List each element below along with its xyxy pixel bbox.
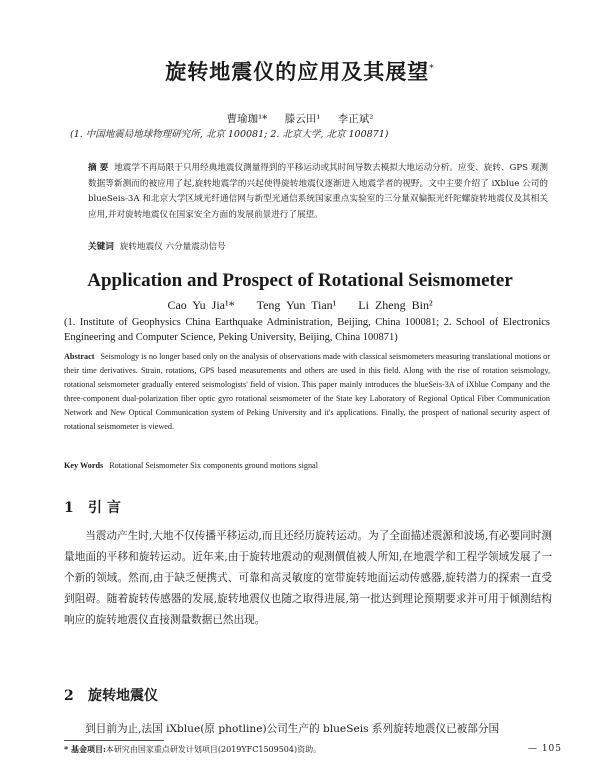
english-author-2: Teng Yun Tian¹ — [256, 298, 337, 312]
chinese-authors: 曹瑜珈¹* 滕云田¹ 李正斌² — [226, 113, 374, 125]
english-abstract-label: Abstract — [64, 352, 95, 361]
chinese-abstract-label: 摘 要 — [88, 163, 109, 173]
section-2-paragraph: 到目前为止,法国 iXblue(原 photline)公司生产的 blueSeis 系列旋转地震仪已被部分国 — [85, 723, 500, 735]
english-abstract — [64, 350, 550, 434]
footnote-rule — [64, 740, 164, 741]
english-author-1: Cao Yu Jia¹* — [167, 298, 235, 312]
chinese-abstract — [88, 161, 548, 223]
chinese-title — [0, 56, 600, 86]
english-keywords-text: Rotational Seismometer Six components ground motions signal — [109, 461, 318, 470]
chinese-abstract-text: 地震学不再局限于只用经典地震仪测量得到的平移运动或其时间导数去模拟大地运动分析。应变、旋转、GPS 观测数据等新测而的被应用了起,旋转地震学的兴起使得旋转地震仪逐渐进入地震学者的视野。文中主要介绍了 iXblue 公司的 blueSeis-3A 和北京大学区域光纤通信网与新型光通信系统国家重点实验室的三分量双偏振光纤陀螺旋转地震仪及其相关应用,并对旋转地震仪在国家安全方面的发展前景进行了展望。 — [88, 163, 548, 220]
page-number: — 105 — [527, 744, 562, 754]
section-1-title: 引 言 — [88, 500, 121, 516]
english-title: Application and Prospect of Rotational Seismometer — [87, 270, 513, 291]
chinese-keywords-label: 关键词 — [88, 242, 114, 252]
section-2-heading — [64, 685, 158, 705]
english-abstract-text: Seismology is no longer based only on the analysis of observations made with classical seismometers measuring translational motions or their time derivatives. Strain, rotations, GPS based measurements and others are used in this field. Along with the rise of rotation seismology, rotational seismometer gradually entered seismologists' field of vision. This paper mainly introduces the blueSeis-3A of iXblue Company and the three-component dual-polarization fiber optic gyro rotational seismometer of the State key Laboratory of Regional Optical Fiber Communication Network and New Optical Communication system of Peking University and it's applications. Finally, the prospect of national security aspect of rotational seismometer is viewed. — [64, 352, 550, 431]
english-authors — [0, 298, 600, 313]
section-1-paragraph: 当震动产生时,大地不仅传播平移运动,而且还经历旋转运动。为了全面描述震源和波场,有必要同时测量地面的平移和旋转运动。近年来,由于旋转地震动的观测價值被人所知,在地震学和工程学领域发展了一个新的领域。然而,由于缺乏便携式、可靠和高灵敏度的宽带旋转地面运动传感器,旋转潜力的探索一直受到阻碍。随着旋转传感器的发展,旋转地震仪也随之取得进展,第一批达到理论预期要求并可用于倾测结构响应的旋转地震仪直接测量数据已然出现。 — [64, 530, 552, 626]
english-keywords — [64, 460, 550, 472]
section-2-title: 旋转地震仪 — [88, 688, 158, 704]
section-2-number: 2 — [64, 688, 74, 704]
chinese-affiliation: (1. 中国地震局地球物理研究所, 北京 100081; 2. 北京大学, 北京 100871) — [70, 129, 389, 140]
english-keywords-label: Key Words — [64, 461, 104, 470]
title-footnote-mark: * — [429, 64, 435, 74]
footnote — [64, 744, 321, 755]
chinese-title-text: 旋转地震仪的应用及其展望 — [165, 59, 430, 84]
english-affiliation: (1. Institute of Geophysics China Earthquake Administration, Beijing, China 100081; 2. School of Electronics Engineering and Computer Science, Peking University, Beijing, China 100871) — [64, 317, 550, 343]
chinese-keywords-text: 旋转地震仪 六分量震动信号 — [119, 242, 226, 252]
footnote-text: 本研究由国家重点研发计划项目(2019YFC1509504)资助。 — [105, 745, 322, 754]
section-1-number: 1 — [64, 500, 74, 516]
section-1-heading — [64, 497, 121, 517]
footnote-label: * 基金项目: — [64, 744, 106, 754]
chinese-keywords — [88, 240, 548, 254]
english-author-3: Li Zheng Bin² — [358, 298, 433, 312]
